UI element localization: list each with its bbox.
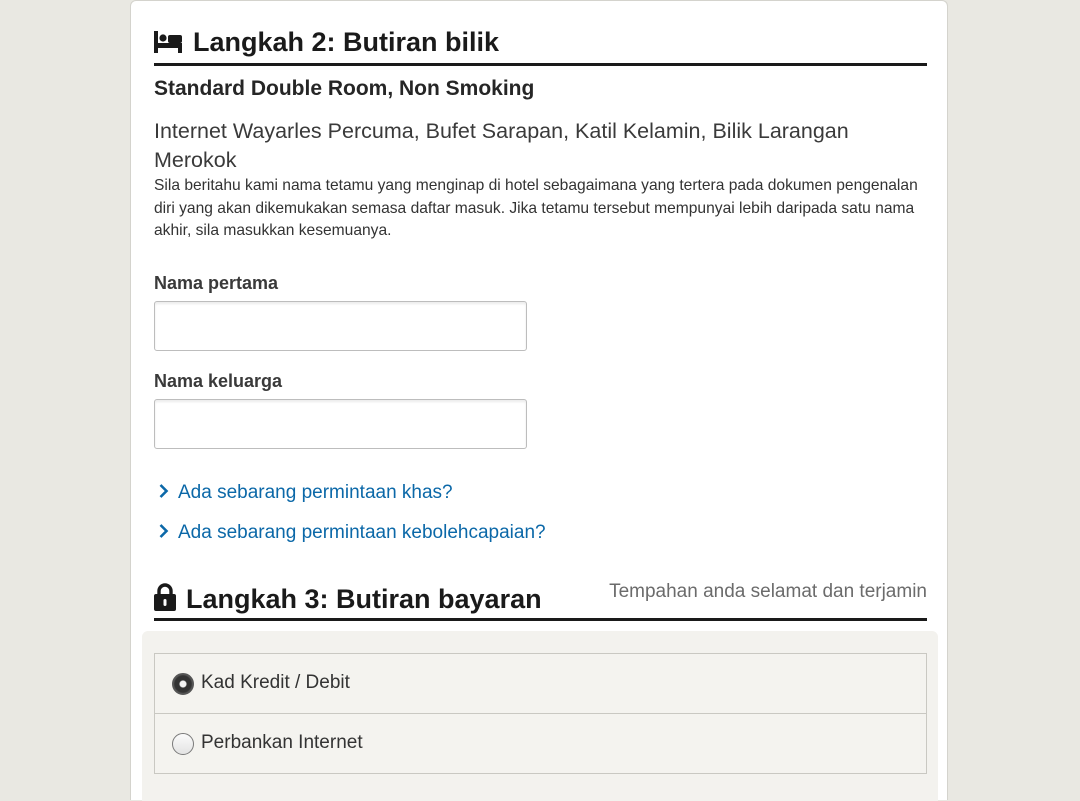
last-name-label: Nama keluarga [154,371,283,391]
payment-option-internet-banking-label: Perbankan Internet [201,732,363,753]
booking-form-card [130,0,948,800]
accessibility-requests-link[interactable] [158,522,546,544]
last-name-input[interactable] [154,399,527,449]
guest-name-instructions: Sila beritahu kami nama tetamu yang menginap di hotel sebagaimana yang tertera pada dokumen pengenalan diri yang akan dikemukakan semasa daftar masuk. Jika tetamu tersebut mempunyai lebih daripada satu nama akhir, sila masukkan kesemuanya. [154,177,918,239]
step3-header [154,579,927,621]
bed-icon [154,31,182,58]
payment-option-card-label: Kad Kredit / Debit [201,672,350,693]
step3-title: Langkah 3: Butiran bayaran [186,584,542,614]
special-requests-label[interactable]: Ada sebarang permintaan khas? [178,482,453,503]
chevron-right-icon [158,483,170,499]
lock-icon [154,583,176,616]
chevron-right-icon [158,523,170,539]
payment-options-panel [142,631,938,801]
step2-title: Langkah 2: Butiran bilik [193,27,500,57]
radio-internet-banking[interactable] [172,733,194,755]
secure-booking-note: Tempahan anda selamat dan terjamin [609,581,927,602]
first-name-label: Nama pertama [154,273,279,293]
room-amenities: Internet Wayarles Percuma, Bufet Sarapan, Katil Kelamin, Bilik Larangan Merokok [154,119,849,172]
special-requests-link[interactable] [158,482,453,504]
first-name-input[interactable] [154,301,527,351]
accessibility-requests-label[interactable]: Ada sebarang permintaan kebolehcapaian? [178,522,546,543]
payment-option-card[interactable] [154,653,927,714]
payment-option-internet-banking[interactable] [154,713,927,774]
step2-header [154,27,927,66]
room-name: Standard Double Room, Non Smoking [154,77,535,100]
radio-card[interactable] [172,673,194,695]
